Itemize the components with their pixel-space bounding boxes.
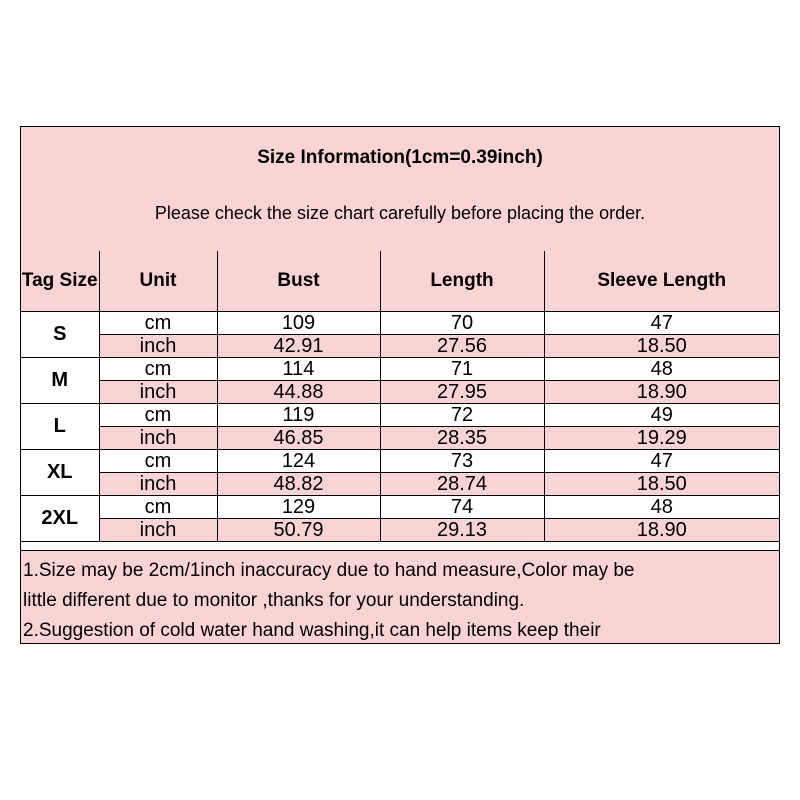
cell-length: 74 bbox=[380, 496, 544, 519]
size-label: S bbox=[21, 312, 99, 358]
cell-bust: 119 bbox=[217, 404, 380, 427]
notes-section bbox=[21, 550, 779, 643]
cell-sleeve: 18.90 bbox=[544, 519, 779, 542]
table-row bbox=[21, 427, 779, 450]
note-line: little different due to monitor ,thanks for your understanding. bbox=[23, 590, 525, 611]
cell-unit: cm bbox=[99, 450, 217, 473]
cell-length: 71 bbox=[380, 358, 544, 381]
chart-subtitle: Please check the size chart carefully before placing the order. bbox=[154, 203, 646, 223]
size-label: M bbox=[21, 358, 99, 404]
cell-length: 73 bbox=[380, 450, 544, 473]
cell-bust: 44.88 bbox=[217, 381, 380, 404]
table-row bbox=[21, 450, 779, 473]
cell-unit: inch bbox=[99, 519, 217, 542]
cell-unit: cm bbox=[99, 404, 217, 427]
cell-unit: cm bbox=[99, 312, 217, 335]
cell-sleeve: 18.50 bbox=[544, 335, 779, 358]
cell-sleeve: 18.50 bbox=[544, 473, 779, 496]
chart-header bbox=[21, 127, 779, 252]
table-row bbox=[21, 335, 779, 358]
table-row bbox=[21, 381, 779, 404]
column-header-unit: Unit bbox=[99, 251, 217, 312]
size-chart bbox=[20, 126, 780, 644]
size-table bbox=[21, 251, 779, 542]
cell-sleeve: 47 bbox=[544, 312, 779, 335]
table-row bbox=[21, 312, 779, 335]
cell-bust: 50.79 bbox=[217, 519, 380, 542]
chart-title: Size Information(1cm=0.39inch) bbox=[257, 147, 543, 168]
cell-length: 28.74 bbox=[380, 473, 544, 496]
cell-sleeve: 48 bbox=[544, 496, 779, 519]
cell-unit: inch bbox=[99, 335, 217, 358]
table-row bbox=[21, 358, 779, 381]
cell-length: 70 bbox=[380, 312, 544, 335]
table-row bbox=[21, 519, 779, 542]
column-header-sleeve-length: Sleeve Length bbox=[544, 251, 779, 312]
size-label: 2XL bbox=[21, 496, 99, 542]
table-row bbox=[21, 404, 779, 427]
cell-length: 27.56 bbox=[380, 335, 544, 358]
cell-unit: inch bbox=[99, 381, 217, 404]
cell-unit: cm bbox=[99, 496, 217, 519]
cell-sleeve: 48 bbox=[544, 358, 779, 381]
cell-length: 29.13 bbox=[380, 519, 544, 542]
cell-bust: 42.91 bbox=[217, 335, 380, 358]
note-line: 2.Suggestion of cold water hand washing,it can help items keep their bbox=[23, 620, 601, 641]
note-line: 1.Size may be 2cm/1inch inaccuracy due to hand measure,Color may be bbox=[23, 560, 635, 581]
column-header-length: Length bbox=[380, 251, 544, 312]
column-header-tag-size: Tag Size bbox=[21, 251, 99, 312]
cell-bust: 114 bbox=[217, 358, 380, 381]
table-row bbox=[21, 473, 779, 496]
cell-length: 27.95 bbox=[380, 381, 544, 404]
table-row bbox=[21, 496, 779, 519]
cell-unit: cm bbox=[99, 358, 217, 381]
cell-unit: inch bbox=[99, 473, 217, 496]
cell-bust: 124 bbox=[217, 450, 380, 473]
cell-bust: 109 bbox=[217, 312, 380, 335]
table-body bbox=[21, 312, 779, 542]
table-header-row bbox=[21, 251, 779, 312]
cell-unit: inch bbox=[99, 427, 217, 450]
cell-sleeve: 49 bbox=[544, 404, 779, 427]
cell-bust: 48.82 bbox=[217, 473, 380, 496]
cell-bust: 46.85 bbox=[217, 427, 380, 450]
column-header-bust: Bust bbox=[217, 251, 380, 312]
cell-length: 28.35 bbox=[380, 427, 544, 450]
cell-length: 72 bbox=[380, 404, 544, 427]
cell-sleeve: 19.29 bbox=[544, 427, 779, 450]
cell-sleeve: 47 bbox=[544, 450, 779, 473]
size-label: L bbox=[21, 404, 99, 450]
cell-bust: 129 bbox=[217, 496, 380, 519]
size-label: XL bbox=[21, 450, 99, 496]
cell-sleeve: 18.90 bbox=[544, 381, 779, 404]
